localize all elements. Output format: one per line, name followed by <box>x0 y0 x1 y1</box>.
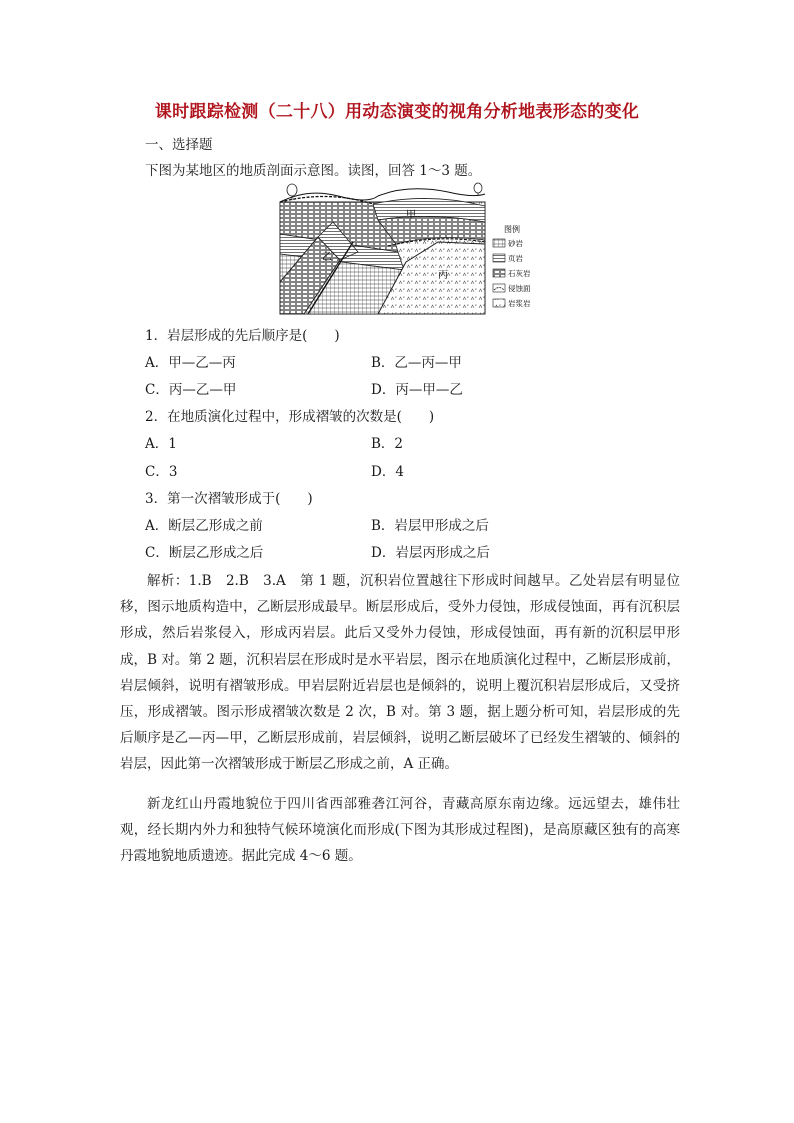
q1-option-a: A．甲—乙—丙 <box>145 355 236 371</box>
q3-option-a: A．断层乙形成之前 <box>145 518 263 534</box>
legend-erosion-surface: 侵蚀面 <box>508 284 531 293</box>
q2-option-a: A．1 <box>145 436 177 452</box>
q1-option-c: C．丙—乙—甲 <box>145 382 237 398</box>
tree-icon <box>287 183 482 200</box>
q3-option-c: C．断层乙形成之后 <box>145 545 264 561</box>
intro-text-2: 新龙红山丹霞地貌位于四川省西部雅砻江河谷，青藏高原东南边缘。远远望去，雄伟壮观，经长期内外力和独特气候环境演化而形成(下图为其形成过程图)，是高原藏区独有的高寒丹霞地貌地质遗迹。据此完成 4～6 题。 <box>120 796 680 865</box>
q2-option-b: B．2 <box>371 436 404 452</box>
geology-cross-section-figure <box>278 182 553 317</box>
q1-option-d: D．丙—甲—乙 <box>371 382 463 398</box>
label-bing: 丙 <box>438 270 448 281</box>
legend-igneous-rock: 岩浆岩 <box>508 299 531 308</box>
q2-option-c: C．3 <box>145 464 178 480</box>
legend-title: 图例 <box>504 225 520 234</box>
question-1: 1．岩层形成的先后顺序是( ) <box>145 328 340 344</box>
figure-legend <box>493 224 531 308</box>
q2-option-d: D．4 <box>371 464 404 480</box>
intro-block-2 <box>120 791 680 870</box>
q3-option-b: B．岩层甲形成之后 <box>371 518 489 534</box>
legend-sandstone: 砂岩 <box>508 239 523 248</box>
label-yi: 乙 <box>322 252 332 263</box>
legend-shale: 页岩 <box>508 254 523 263</box>
legend-limestone: 石灰岩 <box>508 269 531 278</box>
question-2: 2．在地质演化过程中，形成褶皱的次数是( ) <box>145 409 435 425</box>
label-jia: 甲 <box>406 210 416 221</box>
intro-text: 下图为某地区的地质剖面示意图。读图，回答 1～3 题。 <box>145 163 482 179</box>
page-title: 课时跟踪检测（二十八）用动态演变的视角分析地表形态的变化 <box>154 102 640 122</box>
section-heading: 一、选择题 <box>145 137 213 153</box>
q1-option-b: B．乙—丙—甲 <box>371 355 462 371</box>
q3-option-d: D．岩层丙形成之后 <box>371 545 490 561</box>
analysis-block <box>120 568 680 778</box>
analysis-text: 解析：1.B 2.B 3.A 第 1 题，沉积岩位置越往下形成时间越早。乙处岩层有明显位移，图示地质构造中，乙断层形成最早。断层形成后，受外力侵蚀，形成侵蚀面，再有沉积层形成，然后岩浆侵入，形成丙岩层。此后又受外力侵蚀，形成侵蚀面，再有新的沉积层甲形成，B 对。第 2 题，沉积岩层在形成时是水平岩层，图示在地质演化过程中，乙断层形成前，岩层倾斜，说明有褶皱形成。甲岩层附近岩层也是倾斜的，说明上覆沉积岩层形成后，又受挤压，形成褶皱。图示形成褶皱次数是 2 次，B 对。第 3 题，据上题分析可知，岩层形成的先后顺序是乙—丙—甲，乙断层形成前，岩层倾斜，说明乙断层破坏了已经发生褶皱的、倾斜的岩层，因此第一次褶皱形成于断层乙形成之前，A 正确。 <box>120 573 680 773</box>
question-3: 3．第一次褶皱形成于( ) <box>145 491 313 507</box>
